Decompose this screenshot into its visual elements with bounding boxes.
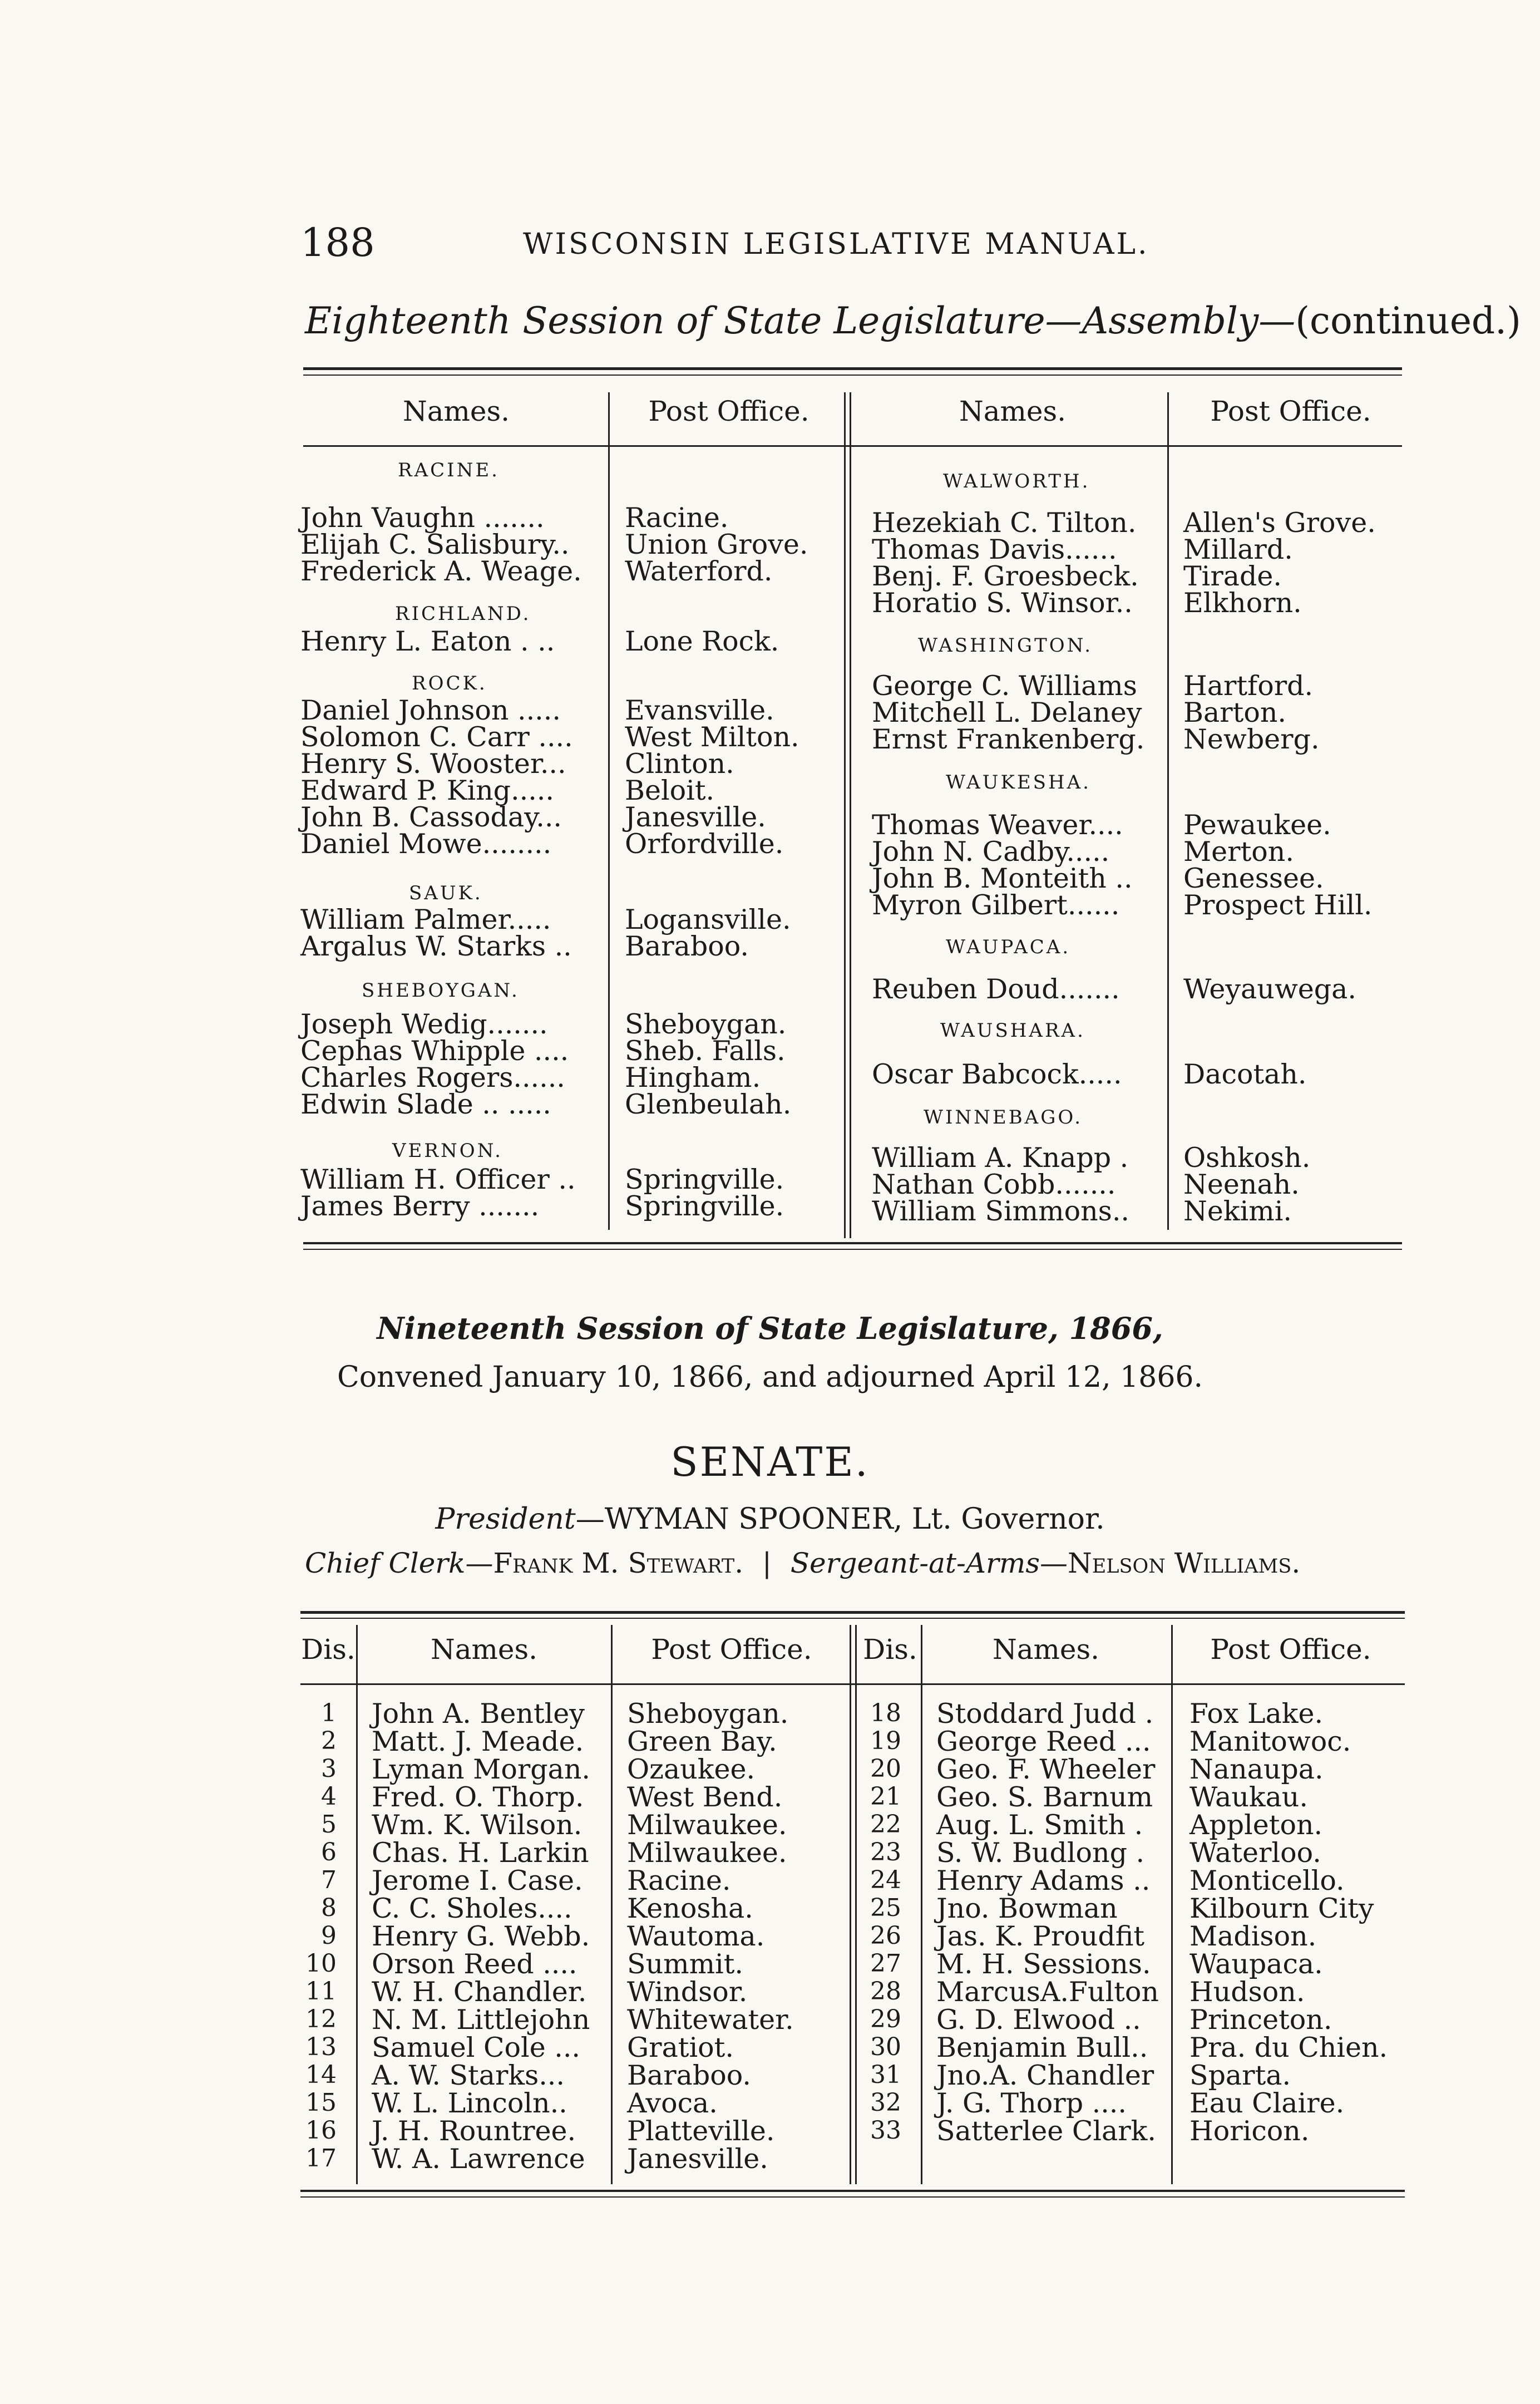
senator-post-office: Sheboygan. — [627, 1698, 789, 1730]
senator-post-office: Green Bay. — [627, 1726, 777, 1757]
member-post-office: Neenah. — [1183, 1169, 1300, 1200]
senate-divider-dis-right — [921, 1625, 922, 2184]
member-name: Oscar Babcock..... — [872, 1058, 1122, 1090]
senator-post-office: Princeton. — [1189, 2004, 1332, 2036]
senator-post-office: Summit. — [627, 1948, 743, 1980]
member-name: Elijah C. Salisbury.. — [300, 529, 570, 560]
member-post-office: West Milton. — [625, 721, 799, 753]
sergeant-value: —Nelson Williams. — [1039, 1547, 1301, 1579]
senator-name: J. H. Rountree. — [372, 2115, 576, 2147]
senator-name: Jerome I. Case. — [372, 1865, 583, 1896]
senator-post-office: Whitewater. — [627, 2004, 794, 2036]
member-post-office: Nekimi. — [1183, 1195, 1292, 1227]
county-heading: WAUPACA. — [946, 936, 1071, 958]
district-number: 15 — [305, 2088, 337, 2117]
senator-name: George Reed ... — [936, 1726, 1151, 1757]
member-name: William A. Knapp . — [872, 1142, 1129, 1174]
senate-bottom-rule — [300, 2190, 1405, 2192]
assembly-header-post-office-right: Post Office. — [1210, 395, 1371, 427]
session-dates: Convened January 10, 1866, and adjourned April 12, 1866. — [337, 1361, 1203, 1394]
senator-name: N. M. Littlejohn — [372, 2004, 590, 2036]
senator-post-office: Platteville. — [627, 2115, 775, 2147]
senator-name: Aug. L. Smith . — [936, 1809, 1143, 1841]
member-post-office: Janesville. — [625, 801, 766, 833]
member-name: Benj. F. Groesbeck. — [872, 560, 1139, 592]
senate-header-dis-left: Dis. — [301, 1633, 356, 1666]
president-line — [0, 1502, 1540, 1536]
district-number: 12 — [305, 2005, 337, 2033]
member-name: Solomon C. Carr .... — [300, 721, 573, 753]
district-number: 7 — [321, 1866, 337, 1894]
county-heading: WALWORTH. — [943, 470, 1090, 492]
senator-name: Geo. S. Barnum — [936, 1781, 1153, 1813]
member-name: Cephas Whipple .... — [300, 1035, 569, 1067]
district-number: 1 — [321, 1699, 337, 1727]
member-post-office: Tirade. — [1183, 560, 1282, 592]
senate-header-names-left: Names. — [430, 1633, 538, 1666]
member-name: William Palmer..... — [300, 904, 551, 935]
member-name: Ernst Frankenberg. — [872, 723, 1145, 755]
member-name: Myron Gilbert...... — [872, 889, 1120, 921]
district-number: 33 — [870, 2116, 901, 2145]
senator-name: C. C. Sholes.... — [372, 1893, 572, 1924]
senator-post-office: Wautoma. — [627, 1920, 765, 1952]
member-name: William Simmons.. — [872, 1195, 1129, 1227]
county-heading: WASHINGTON. — [918, 634, 1093, 657]
senator-post-office: Kenosha. — [627, 1893, 753, 1924]
manual-title: WISCONSIN LEGISLATIVE MANUAL. — [523, 228, 1149, 261]
senator-post-office: Windsor. — [627, 1976, 748, 2008]
county-heading: RACINE. — [398, 459, 500, 481]
member-post-office: Allen's Grove. — [1183, 507, 1376, 539]
member-name: Charles Rogers...... — [300, 1062, 565, 1093]
president-value: —WYMAN SPOONER, Lt. Governor. — [575, 1502, 1105, 1536]
assembly-header-names-left: Names. — [402, 395, 510, 427]
county-heading: WAUSHARA. — [940, 1019, 1085, 1042]
member-name: Mitchell L. Delaney — [872, 697, 1142, 728]
district-number: 21 — [870, 1782, 901, 1811]
member-name: Edward P. King..... — [300, 775, 554, 806]
senate-divider-names-left — [611, 1625, 613, 2184]
assembly-bottom-rule-thin — [303, 1249, 1402, 1250]
member-name: John Vaughn ....... — [300, 502, 545, 534]
county-heading: SHEBOYGAN. — [362, 979, 520, 1002]
assembly-header-rule — [303, 445, 1402, 447]
member-post-office: Evansville. — [625, 694, 774, 726]
assembly-caption — [305, 299, 1521, 342]
senator-name: MarcusA.Fulton — [936, 1976, 1159, 2008]
senator-post-office: Madison. — [1189, 1920, 1317, 1952]
district-number: 25 — [870, 1894, 901, 1922]
member-name: Daniel Johnson ..... — [300, 694, 561, 726]
district-number: 5 — [321, 1810, 337, 1839]
member-post-office: Barton. — [1183, 697, 1286, 728]
senator-name: S. W. Budlong . — [936, 1837, 1145, 1869]
member-name: Argalus W. Starks .. — [300, 930, 572, 962]
session-title: Nineteenth Session of State Legislature, 1866, — [377, 1311, 1163, 1346]
district-number: 29 — [870, 2005, 901, 2033]
member-name: John N. Cadby..... — [872, 836, 1110, 868]
senate-header-post-office-left: Post Office. — [651, 1633, 812, 1666]
senator-post-office: Milwaukee. — [627, 1837, 787, 1869]
member-name: Nathan Cobb....... — [872, 1169, 1116, 1200]
member-post-office: Springville. — [625, 1164, 784, 1195]
senator-post-office: Kilbourn City — [1189, 1893, 1374, 1924]
district-number: 11 — [305, 1977, 337, 2006]
assembly-center-divider-b — [850, 392, 851, 1238]
member-post-office: Newberg. — [1183, 723, 1320, 755]
senate-center-divider-b — [855, 1625, 857, 2184]
senator-post-office: Milwaukee. — [627, 1809, 787, 1841]
district-number: 27 — [870, 1949, 901, 1978]
district-number: 19 — [870, 1727, 901, 1755]
senator-post-office: Nanaupa. — [1189, 1753, 1324, 1785]
district-number: 31 — [870, 2061, 901, 2089]
senator-name: Henry G. Webb. — [372, 1920, 590, 1952]
district-number: 28 — [870, 1977, 901, 2006]
member-name: William H. Officer .. — [300, 1164, 576, 1195]
senator-post-office: Pra. du Chien. — [1189, 2032, 1388, 2063]
district-number: 4 — [321, 1782, 337, 1811]
member-name: George C. Williams — [872, 670, 1137, 702]
assembly-caption-continued: (continued.) — [1295, 299, 1521, 342]
member-name: John B. Monteith .. — [872, 863, 1133, 894]
senate-header-post-office-right: Post Office. — [1210, 1633, 1371, 1666]
senator-post-office: Janesville. — [627, 2143, 768, 2175]
district-number: 3 — [321, 1755, 337, 1783]
senator-post-office: Sparta. — [1189, 2060, 1291, 2091]
senate-bottom-rule-thin — [300, 2196, 1405, 2198]
officers-line — [305, 1547, 1300, 1579]
senator-name: M. H. Sessions. — [936, 1948, 1151, 1980]
member-post-office: Clinton. — [625, 748, 734, 780]
member-post-office: Sheb. Falls. — [625, 1035, 786, 1067]
assembly-top-rule — [303, 367, 1402, 370]
senate-top-rule — [300, 1611, 1405, 1614]
senator-name: W. H. Chandler. — [372, 1976, 587, 2008]
member-post-office: Prospect Hill. — [1183, 889, 1373, 921]
member-name: Frederick A. Weage. — [300, 555, 582, 587]
member-name: James Berry ....... — [300, 1190, 540, 1222]
senate-top-rule-thin — [300, 1618, 1405, 1619]
senator-name: Stoddard Judd . — [936, 1698, 1154, 1730]
senator-post-office: Appleton. — [1189, 1809, 1323, 1841]
county-heading: RICHLAND. — [395, 603, 531, 625]
chief-clerk-label: Chief Clerk — [305, 1547, 466, 1579]
member-name: John B. Cassoday... — [300, 801, 562, 833]
member-post-office: Genessee. — [1183, 863, 1324, 894]
county-heading: ROCK. — [412, 672, 487, 694]
member-name: Henry S. Wooster... — [300, 748, 566, 780]
member-name: Reuben Doud....... — [872, 973, 1120, 1005]
member-post-office: Merton. — [1183, 836, 1294, 868]
senate-divider-names-right — [1171, 1625, 1173, 2184]
senator-post-office: Racine. — [627, 1865, 731, 1896]
senate-header-dis-right: Dis. — [863, 1633, 917, 1666]
senator-post-office: Waterloo. — [1189, 1837, 1321, 1869]
senator-name: Geo. F. Wheeler — [936, 1753, 1156, 1785]
chief-clerk-value: —Frank M. Stewart. — [465, 1547, 744, 1579]
member-post-office: Glenbeulah. — [625, 1088, 792, 1120]
member-post-office: Orfordville. — [625, 828, 784, 860]
senator-name: J. G. Thorp .... — [936, 2087, 1127, 2119]
senator-name: John A. Bentley — [372, 1698, 585, 1730]
senator-name: Orson Reed .... — [372, 1948, 578, 1980]
senator-post-office: Hudson. — [1189, 1976, 1305, 2008]
district-number: 18 — [870, 1699, 901, 1727]
member-post-office: Beloit. — [625, 775, 715, 806]
senator-post-office: Fox Lake. — [1189, 1698, 1324, 1730]
senator-name: Samuel Cole ... — [372, 2032, 581, 2063]
member-name: Joseph Wedig....... — [300, 1008, 548, 1040]
member-post-office: Baraboo. — [625, 930, 749, 962]
senate-heading: SENATE. — [670, 1439, 870, 1485]
senator-post-office: Waupaca. — [1189, 1948, 1323, 1980]
senator-post-office: Gratiot. — [627, 2032, 734, 2063]
member-name: Daniel Mowe........ — [300, 828, 552, 860]
senator-post-office: West Bend. — [627, 1781, 783, 1813]
senator-post-office: Avoca. — [627, 2087, 718, 2119]
member-name: Thomas Davis...... — [872, 534, 1117, 565]
district-number: 16 — [305, 2116, 337, 2145]
district-number: 9 — [321, 1922, 337, 1950]
senator-name: Wm. K. Wilson. — [372, 1809, 583, 1841]
senator-name: Fred. O. Thorp. — [372, 1781, 584, 1813]
senator-name: Benjamin Bull.. — [936, 2032, 1148, 2063]
district-number: 8 — [321, 1894, 337, 1922]
assembly-divider-left — [608, 392, 610, 1230]
district-number: 14 — [305, 2061, 337, 2089]
district-number: 24 — [870, 1866, 901, 1894]
district-number: 30 — [870, 2033, 901, 2061]
senator-name: Jno. Bowman — [936, 1893, 1118, 1924]
senator-name: W. A. Lawrence — [372, 2143, 585, 2175]
member-name: Hezekiah C. Tilton. — [872, 507, 1137, 539]
senator-post-office: Ozaukee. — [627, 1753, 756, 1785]
member-post-office: Logansville. — [625, 904, 791, 935]
member-post-office: Weyauwega. — [1183, 973, 1356, 1005]
assembly-top-rule-thin — [303, 375, 1402, 376]
district-number: 2 — [321, 1727, 337, 1755]
district-number: 23 — [870, 1838, 901, 1866]
senate-header-names-right: Names. — [992, 1633, 1100, 1666]
member-post-office: Hartford. — [1183, 670, 1314, 702]
senate-header-rule — [300, 1683, 1405, 1685]
member-post-office: Sheboygan. — [625, 1008, 787, 1040]
county-heading: WINNEBAGO. — [924, 1106, 1083, 1129]
county-heading: WAUKESHA. — [946, 771, 1091, 794]
member-post-office: Dacotah. — [1183, 1058, 1307, 1090]
assembly-header-post-office-left: Post Office. — [648, 395, 810, 427]
page-number: 188 — [300, 220, 375, 265]
assembly-divider-right — [1167, 392, 1169, 1230]
president-label: President — [435, 1502, 576, 1536]
senate-center-divider-a — [850, 1625, 851, 2184]
senator-name: Chas. H. Larkin — [372, 1837, 589, 1869]
member-post-office: Oshkosh. — [1183, 1142, 1311, 1174]
senator-name: G. D. Elwood .. — [936, 2004, 1141, 2036]
senator-name: Jas. K. Proudfit — [936, 1920, 1145, 1952]
district-number: 20 — [870, 1755, 901, 1783]
assembly-header-names-right: Names. — [959, 395, 1067, 427]
senator-post-office: Baraboo. — [627, 2060, 751, 2091]
member-post-office: Elkhorn. — [1183, 587, 1302, 619]
member-post-office: Hingham. — [625, 1062, 761, 1093]
senator-name: Henry Adams .. — [936, 1865, 1151, 1896]
senator-post-office: Horicon. — [1189, 2115, 1310, 2147]
district-number: 10 — [305, 1949, 337, 1978]
senate-divider-dis-left — [356, 1625, 358, 2184]
senator-name: A. W. Starks... — [372, 2060, 565, 2091]
member-name: Horatio S. Winsor.. — [872, 587, 1133, 619]
district-number: 26 — [870, 1922, 901, 1950]
assembly-center-divider-a — [844, 392, 846, 1238]
senator-post-office: Eau Claire. — [1189, 2087, 1345, 2119]
officers-separator: | — [762, 1547, 772, 1579]
member-post-office: Waterford. — [625, 555, 773, 587]
senator-name: Satterlee Clark. — [936, 2115, 1156, 2147]
county-heading: SAUK. — [409, 882, 483, 904]
member-post-office: Springville. — [625, 1190, 784, 1222]
district-number: 13 — [305, 2033, 337, 2061]
member-post-office: Lone Rock. — [625, 625, 779, 657]
district-number: 6 — [321, 1838, 337, 1866]
sergeant-label: Sergeant-at-Arms — [790, 1547, 1040, 1579]
district-number: 17 — [305, 2144, 337, 2173]
senator-name: Lyman Morgan. — [372, 1753, 590, 1785]
member-post-office: Union Grove. — [625, 529, 808, 560]
assembly-bottom-rule — [303, 1242, 1402, 1244]
member-post-office: Pewaukee. — [1183, 809, 1331, 841]
running-head — [300, 220, 1413, 270]
assembly-caption-italic: Eighteenth Session of State Legislature—Assembly— — [305, 299, 1296, 342]
senator-post-office: Waukau. — [1189, 1781, 1308, 1813]
senator-name: Jno.A. Chandler — [936, 2060, 1154, 2091]
county-heading: VERNON. — [392, 1140, 503, 1162]
senator-post-office: Monticello. — [1189, 1865, 1345, 1896]
member-name: Thomas Weaver.... — [872, 809, 1123, 841]
senator-name: Matt. J. Meade. — [372, 1726, 584, 1757]
member-post-office: Millard. — [1183, 534, 1293, 565]
senator-post-office: Manitowoc. — [1189, 1726, 1351, 1757]
member-name: Henry L. Eaton . .. — [300, 625, 555, 657]
member-post-office: Racine. — [625, 502, 729, 534]
district-number: 32 — [870, 2088, 901, 2117]
district-number: 22 — [870, 1810, 901, 1839]
senator-name: W. L. Lincoln.. — [372, 2087, 567, 2119]
member-name: Edwin Slade .. ..... — [300, 1088, 551, 1120]
